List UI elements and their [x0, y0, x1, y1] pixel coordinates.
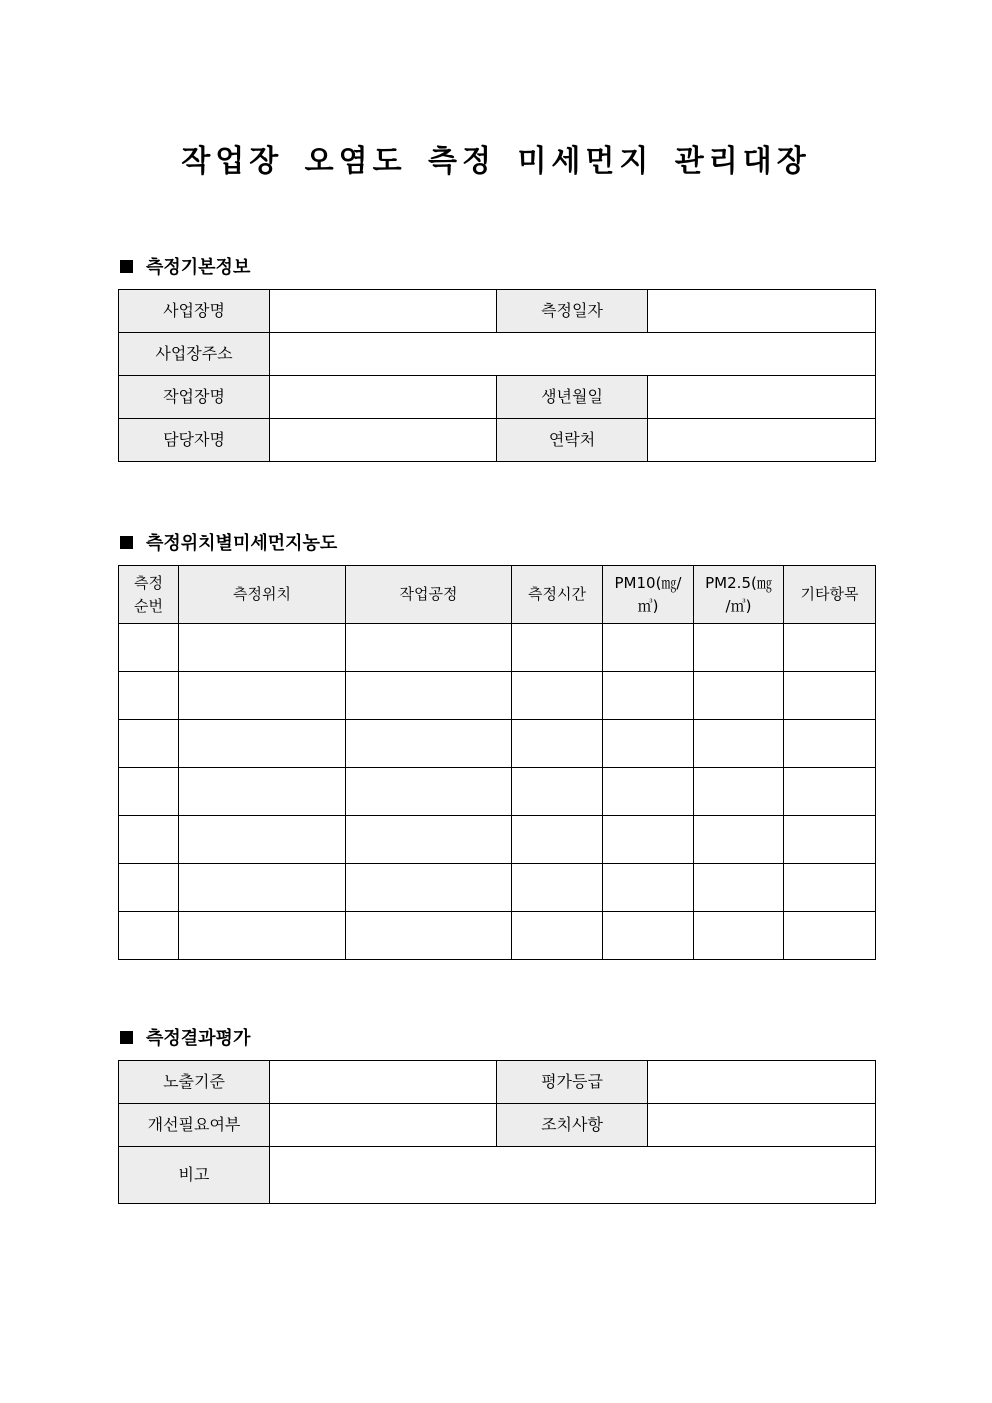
header-time: 측정시간: [512, 566, 603, 624]
table-row: [119, 376, 876, 419]
other-cell[interactable]: [784, 720, 876, 768]
label-actions: 조치사항: [497, 1104, 648, 1147]
business-name-field[interactable]: [270, 290, 497, 333]
section-heading-label: 측정기본정보: [146, 257, 251, 278]
pm25-cell[interactable]: [694, 768, 784, 816]
table-row: [119, 672, 876, 720]
pm25-cell[interactable]: [694, 720, 784, 768]
pm25-cell[interactable]: [694, 816, 784, 864]
time-cell[interactable]: [512, 720, 603, 768]
header-pm10-line1: PM10(㎎/: [614, 574, 682, 592]
birth-date-field[interactable]: [648, 376, 876, 419]
evaluation-grade-field[interactable]: [648, 1061, 876, 1104]
seq-cell[interactable]: [119, 768, 179, 816]
header-location: 측정위치: [179, 566, 346, 624]
exposure-standard-field[interactable]: [270, 1061, 497, 1104]
label-contact: 연락처: [497, 419, 648, 462]
pm25-cell[interactable]: [694, 864, 784, 912]
pm25-cell[interactable]: [694, 672, 784, 720]
manager-name-field[interactable]: [270, 419, 497, 462]
process-cell[interactable]: [346, 768, 512, 816]
header-seq-line2: 순번: [134, 596, 163, 615]
measure-date-field[interactable]: [648, 290, 876, 333]
pm10-cell[interactable]: [603, 768, 694, 816]
header-pm10: [603, 566, 694, 624]
other-cell[interactable]: [784, 912, 876, 960]
pm25-cell[interactable]: [694, 624, 784, 672]
process-cell[interactable]: [346, 912, 512, 960]
time-cell[interactable]: [512, 768, 603, 816]
evaluation-table: [118, 1060, 876, 1204]
header-pm25-line1: PM2.5(㎎: [705, 574, 772, 592]
table-row: [119, 290, 876, 333]
process-cell[interactable]: [346, 624, 512, 672]
section-heading-label: 측정결과평가: [146, 1028, 251, 1049]
process-cell[interactable]: [346, 672, 512, 720]
location-cell[interactable]: [179, 720, 346, 768]
process-cell[interactable]: [346, 864, 512, 912]
table-header-row: [119, 566, 876, 624]
other-cell[interactable]: [784, 768, 876, 816]
table-row: [119, 768, 876, 816]
section-heading-concentration: [120, 529, 337, 555]
seq-cell[interactable]: [119, 720, 179, 768]
seq-cell[interactable]: [119, 912, 179, 960]
seq-cell[interactable]: [119, 816, 179, 864]
square-bullet-icon: [120, 536, 133, 549]
other-cell[interactable]: [784, 624, 876, 672]
label-remarks: 비고: [119, 1147, 270, 1204]
table-row: [119, 720, 876, 768]
table-row: [119, 864, 876, 912]
time-cell[interactable]: [512, 672, 603, 720]
table-row: [119, 1147, 876, 1204]
location-cell[interactable]: [179, 672, 346, 720]
square-bullet-icon: [120, 1031, 133, 1044]
label-business-address: 사업장주소: [119, 333, 270, 376]
section-heading-basic: [120, 253, 250, 279]
table-row: [119, 816, 876, 864]
remarks-field[interactable]: [270, 1147, 876, 1204]
header-pm25: [694, 566, 784, 624]
process-cell[interactable]: [346, 816, 512, 864]
table-row: [119, 1061, 876, 1104]
location-cell[interactable]: [179, 816, 346, 864]
label-business-name: 사업장명: [119, 290, 270, 333]
pm10-cell[interactable]: [603, 624, 694, 672]
square-bullet-icon: [120, 260, 133, 273]
label-workplace-name: 작업장명: [119, 376, 270, 419]
seq-cell[interactable]: [119, 672, 179, 720]
header-seq: [119, 566, 179, 624]
page-title: 작업장 오염도 측정 미세먼지 관리대장: [181, 144, 811, 179]
pm10-cell[interactable]: [603, 912, 694, 960]
header-seq-line1: 측정: [134, 574, 163, 592]
other-cell[interactable]: [784, 816, 876, 864]
time-cell[interactable]: [512, 816, 603, 864]
table-row: [119, 912, 876, 960]
pm10-cell[interactable]: [603, 864, 694, 912]
time-cell[interactable]: [512, 912, 603, 960]
concentration-table: [118, 565, 876, 960]
business-address-field[interactable]: [270, 333, 876, 376]
label-evaluation-grade: 평가등급: [497, 1061, 648, 1104]
basic-info-table: [118, 289, 876, 462]
section-heading-label: 측정위치별미세먼지농도: [146, 533, 338, 554]
table-row: [119, 333, 876, 376]
label-improvement-needed: 개선필요여부: [119, 1104, 270, 1147]
location-cell[interactable]: [179, 912, 346, 960]
header-other: 기타항목: [784, 566, 876, 624]
header-process: 작업공정: [346, 566, 512, 624]
label-measure-date: 측정일자: [497, 290, 648, 333]
section-heading-evaluation: [120, 1024, 250, 1050]
header-pm25-line2: /㎥): [725, 596, 752, 615]
time-cell[interactable]: [512, 864, 603, 912]
other-cell[interactable]: [784, 864, 876, 912]
workplace-name-field[interactable]: [270, 376, 497, 419]
seq-cell[interactable]: [119, 624, 179, 672]
time-cell[interactable]: [512, 624, 603, 672]
label-manager-name: 담당자명: [119, 419, 270, 462]
label-birth-date: 생년월일: [497, 376, 648, 419]
seq-cell[interactable]: [119, 864, 179, 912]
table-row: [119, 419, 876, 462]
contact-field[interactable]: [648, 419, 876, 462]
location-cell[interactable]: [179, 768, 346, 816]
actions-field[interactable]: [648, 1104, 876, 1147]
pm10-cell[interactable]: [603, 816, 694, 864]
pm10-cell[interactable]: [603, 720, 694, 768]
location-cell[interactable]: [179, 864, 346, 912]
pm25-cell[interactable]: [694, 912, 784, 960]
process-cell[interactable]: [346, 720, 512, 768]
other-cell[interactable]: [784, 672, 876, 720]
pm10-cell[interactable]: [603, 672, 694, 720]
table-row: [119, 1104, 876, 1147]
location-cell[interactable]: [179, 624, 346, 672]
header-pm10-line2: ㎥): [637, 596, 659, 615]
table-row: [119, 624, 876, 672]
label-exposure-standard: 노출기준: [119, 1061, 270, 1104]
improvement-needed-field[interactable]: [270, 1104, 497, 1147]
